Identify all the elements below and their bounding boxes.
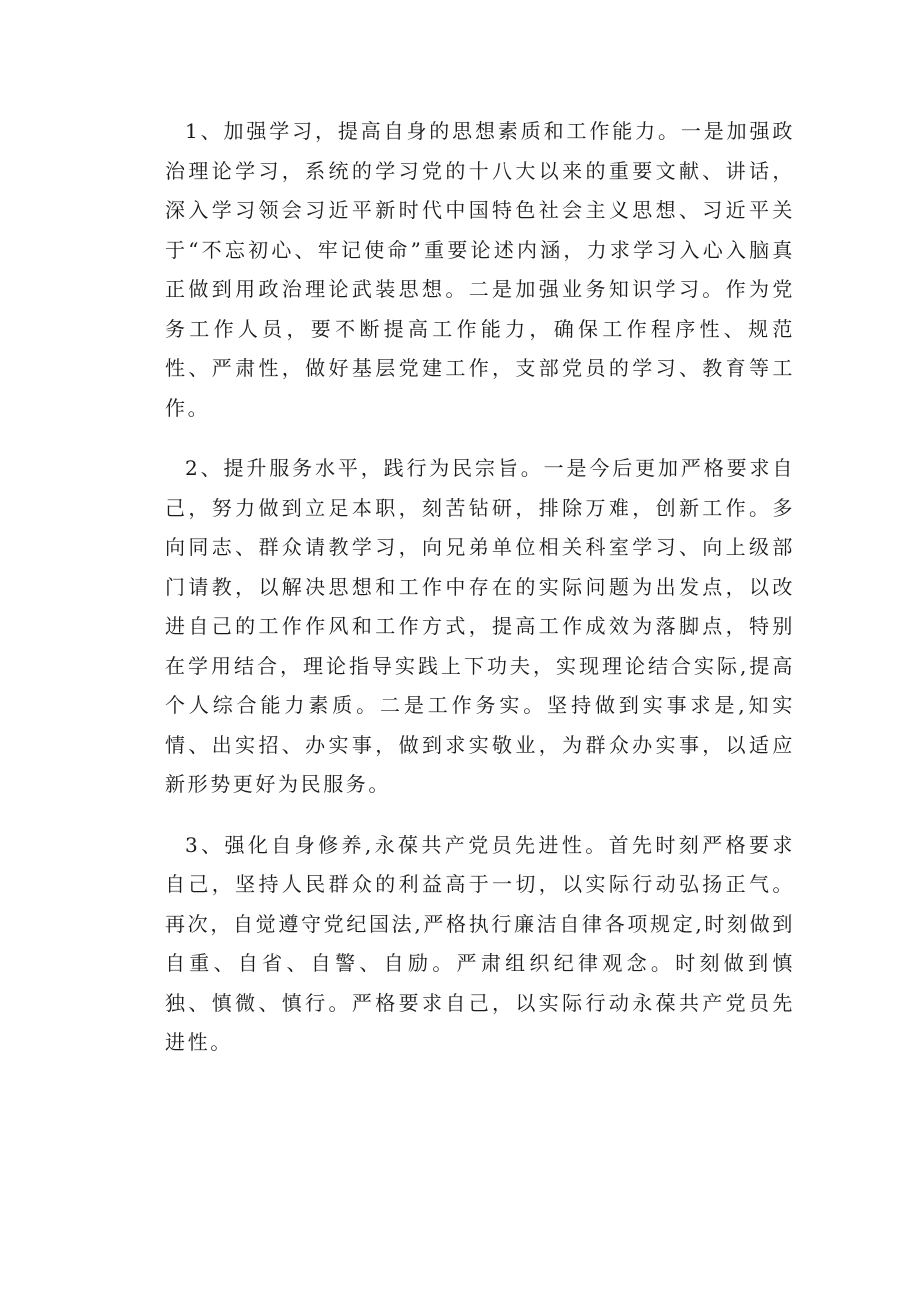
paragraph-3: 3、强化自身修养,永葆共产党员先进性。首先时刻严格要求自己，坚持人民群众的利益高于一切，以实际行动弘扬正气。再次，自觉遵守党纪国法,严格执行廉洁自律各项规定,时刻做到自重、自省、自警、自励。严肃组织纪律观念。时刻做到慎独、慎微、慎行。严格要求自己，以实际行动永葆共产党员先进性。: [165, 832, 795, 1054]
paragraph-2: 2、提升服务水平，践行为民宗旨。一是今后更加严格要求自己，努力做到立足本职，刻苦钻研，排除万难，创新工作。多向同志、群众请教学习，向兄弟单位相关科室学习、向上级部门请教，以解决思想和工作中存在的实际问题为出发点，以改进自己的工作作风和工作方式，提高工作成效为落脚点，特别在学用结合，理论指导实践上下功夫，实现理论结合实际,提高个人综合能力素质。二是工作务实。坚持做到实事求是,知实情、出实招、办实事，做到求实敬业，为群众办实事，以适应新形势更好为民服务。: [165, 456, 795, 796]
document-body: [165, 112, 795, 1063]
paragraph-1: 1、加强学习，提高自身的思想素质和工作能力。一是加强政治理论学习，系统的学习党的十八大以来的重要文献、讲话，深入学习领会习近平新时代中国特色社会主义思想、习近平关于“不忘初心、牢记使命”重要论述内涵，力求学习入心入脑真正做到用政治理论武装思想。二是加强业务知识学习。作为党务工作人员，要不断提高工作能力，确保工作程序性、规范性、严肃性，做好基层党建工作，支部党员的学习、教育等工作。: [165, 119, 795, 420]
